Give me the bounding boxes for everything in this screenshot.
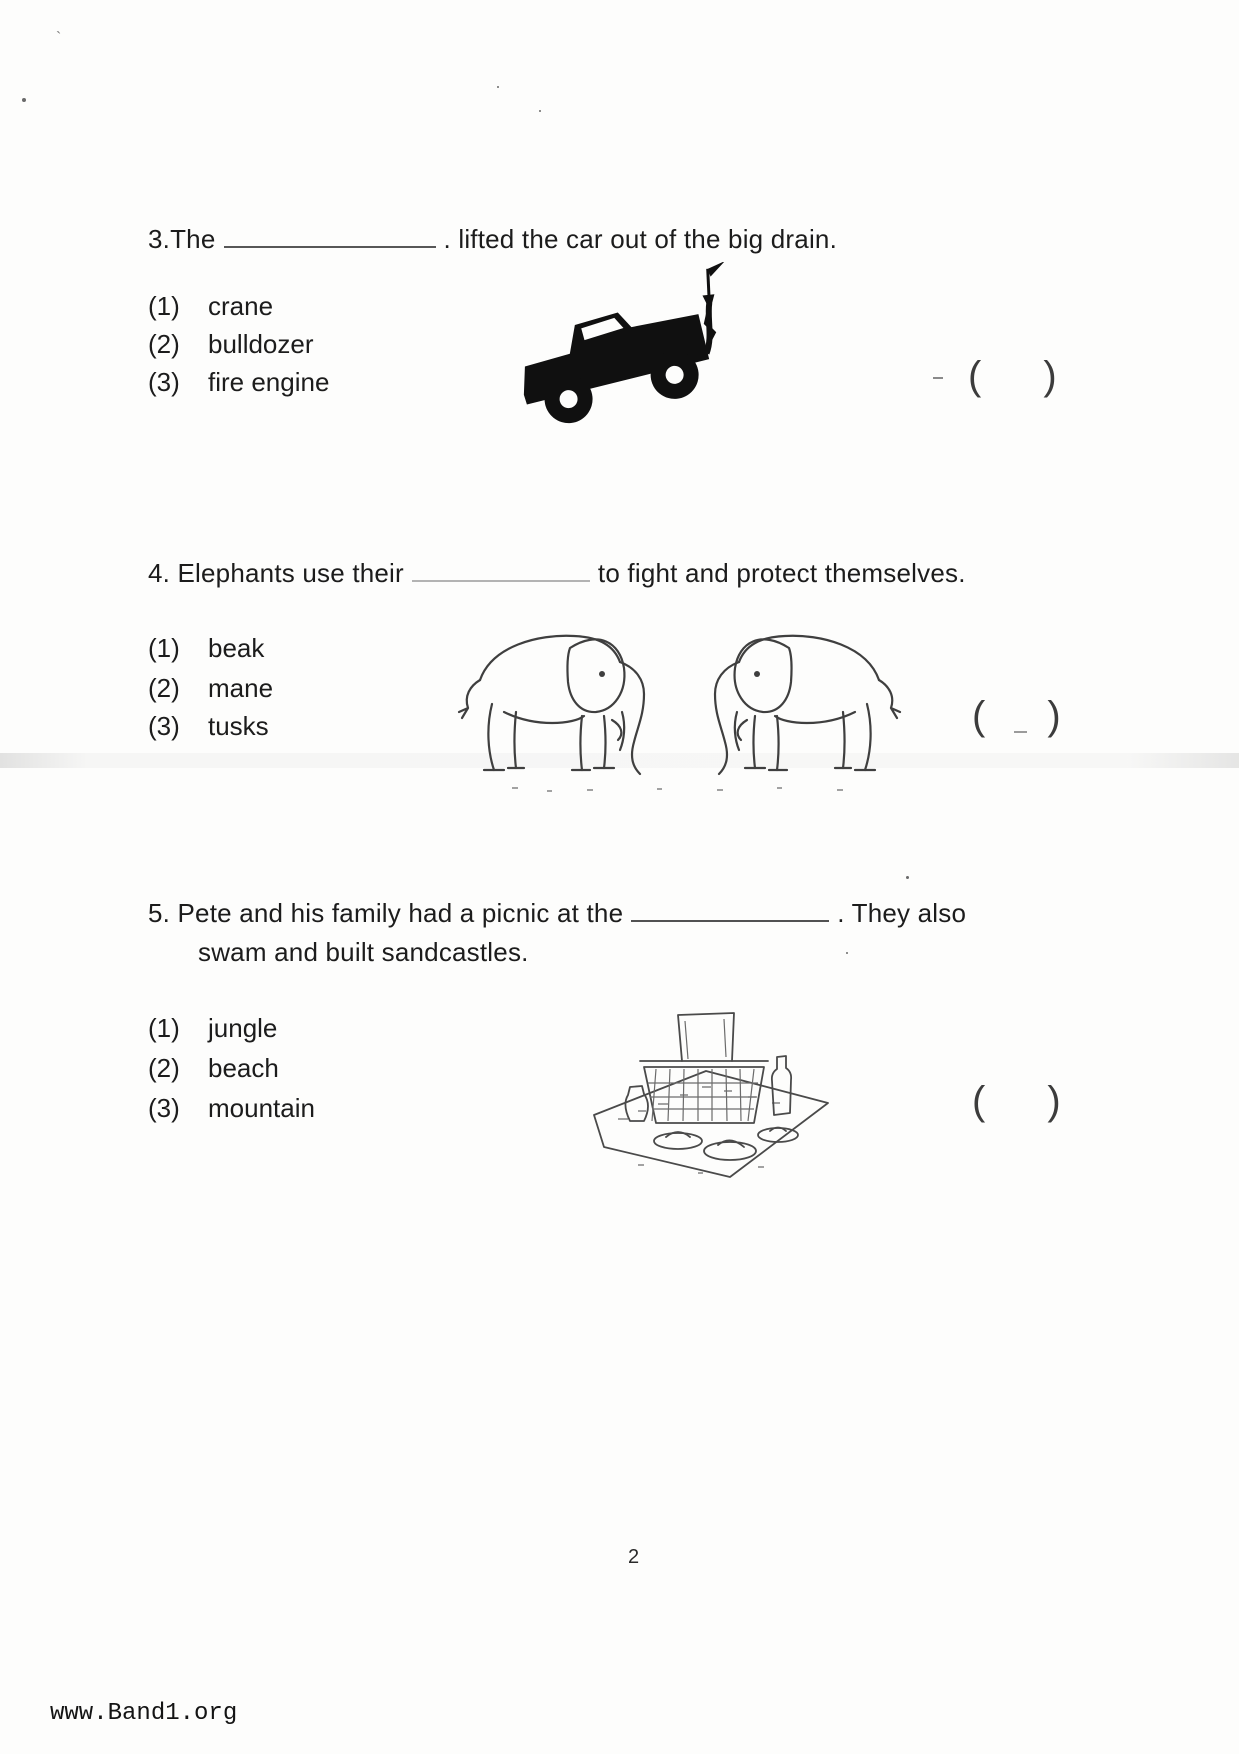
q5-stem-line2-text: swam and built sandcastles. bbox=[198, 937, 529, 967]
q5-stem-line1 bbox=[148, 898, 966, 928]
q3-bracket-close: ) bbox=[1043, 354, 1057, 398]
q4-option-3-label: tusks bbox=[208, 711, 269, 741]
scan-dash bbox=[933, 377, 943, 379]
q5-stem-line2 bbox=[198, 937, 529, 967]
footer-url: www.Band1.org bbox=[50, 1700, 238, 1727]
q3-option-3-label: fire engine bbox=[208, 367, 330, 397]
q3-option-2 bbox=[148, 329, 314, 359]
page-number: 2 bbox=[628, 1546, 640, 1568]
q3-option-1-number: (1) bbox=[148, 291, 180, 321]
q5-option-3-number: (3) bbox=[148, 1093, 180, 1123]
q3-stem-lead: 3.The bbox=[148, 224, 216, 254]
scan-speck bbox=[906, 876, 909, 879]
q4-bracket-open: ( bbox=[972, 694, 986, 738]
q3-bracket-open: ( bbox=[968, 354, 982, 398]
q4-option-1 bbox=[148, 633, 264, 663]
two-elephants-illustration bbox=[452, 612, 907, 802]
q5-option-1-number: (1) bbox=[148, 1013, 180, 1043]
q3-option-2-label: bulldozer bbox=[208, 329, 314, 359]
q5-option-3-label: mountain bbox=[208, 1093, 315, 1123]
q4-answer-blank bbox=[412, 574, 590, 582]
q5-option-2-number: (2) bbox=[148, 1053, 180, 1083]
q5-option-1-label: jungle bbox=[208, 1013, 278, 1043]
q4-option-3 bbox=[148, 711, 269, 741]
q3-answer-blank bbox=[224, 240, 436, 248]
q4-stem bbox=[148, 558, 966, 588]
q5-bracket-close: ) bbox=[1047, 1079, 1061, 1123]
q4-option-2 bbox=[148, 673, 273, 703]
q3-stem-tail: . lifted the car out of the big drain. bbox=[443, 224, 837, 254]
scan-speck bbox=[539, 110, 541, 112]
q5-answer-blank bbox=[631, 914, 829, 922]
q4-option-1-label: beak bbox=[208, 633, 265, 663]
q5-option-3 bbox=[148, 1093, 315, 1123]
q3-answer-brackets bbox=[968, 354, 1057, 399]
q5-option-2 bbox=[148, 1053, 279, 1083]
q4-stem-lead: 4. Elephants use their bbox=[148, 558, 404, 588]
q3-option-3 bbox=[148, 367, 329, 397]
q4-option-2-label: mane bbox=[208, 673, 274, 703]
q3-option-1 bbox=[148, 291, 273, 321]
picnic-basket-illustration bbox=[578, 995, 843, 1190]
q5-answer-brackets bbox=[972, 1079, 1061, 1124]
q5-bracket-open: ( bbox=[972, 1079, 986, 1123]
q5-option-1 bbox=[148, 1013, 277, 1043]
q4-answer-brackets bbox=[972, 694, 1061, 739]
q5-option-2-label: beach bbox=[208, 1053, 279, 1083]
scan-speck bbox=[846, 952, 848, 954]
q3-option-3-number: (3) bbox=[148, 367, 180, 397]
q3-stem bbox=[148, 224, 837, 254]
crane-truck-illustration bbox=[505, 262, 745, 437]
q4-option-2-number: (2) bbox=[148, 673, 180, 703]
q5-stem-tail: . They also bbox=[837, 898, 967, 928]
scan-speck bbox=[497, 86, 499, 88]
q3-option-2-number: (2) bbox=[148, 329, 180, 359]
q4-option-3-number: (3) bbox=[148, 711, 180, 741]
q4-option-1-number: (1) bbox=[148, 633, 180, 663]
q5-stem-lead: 5. Pete and his family had a picnic at the bbox=[148, 898, 624, 928]
q3-option-1-label: crane bbox=[208, 291, 274, 321]
q4-bracket-close: ) bbox=[1047, 694, 1061, 738]
scan-speck: ` bbox=[56, 30, 62, 47]
scan-speck bbox=[22, 98, 26, 102]
q4-stem-tail: to fight and protect themselves. bbox=[597, 558, 966, 588]
